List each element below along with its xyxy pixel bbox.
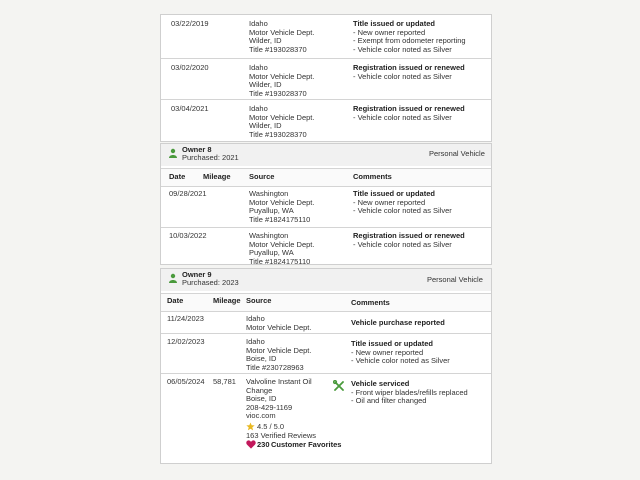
table-row bbox=[161, 58, 491, 99]
wrench-screwdriver-icon bbox=[333, 380, 345, 392]
record-comments: Title issued or updated - New owner reported - Vehicle color noted as Silver bbox=[353, 189, 452, 216]
record-comments: Registration issued or renewed - Vehicle color noted as Silver bbox=[353, 63, 465, 81]
owner-title: Owner 8 bbox=[182, 145, 212, 154]
record-comments: Registration issued or renewed - Vehicle color noted as Silver bbox=[353, 104, 465, 122]
record-date: 03/02/2020 bbox=[171, 63, 209, 72]
record-date: 12/02/2023 bbox=[167, 337, 205, 346]
record-mileage: 58,781 bbox=[213, 377, 236, 386]
record-source: Washington Motor Vehicle Dept. Puyallup, WA Title #1824175110 bbox=[249, 189, 315, 224]
record-comments: Title issued or updated - New owner reported - Vehicle color noted as Silver bbox=[351, 339, 450, 366]
shop-rating: 4.5 / 5.0 bbox=[257, 422, 285, 431]
record-comments: Vehicle serviced - Front wiper blades/refills replaced - Oil and filter changed bbox=[351, 379, 468, 406]
owner-title: Owner 9 bbox=[182, 270, 212, 279]
table-row bbox=[161, 333, 491, 374]
table-header bbox=[161, 168, 491, 187]
col-date: Date bbox=[167, 296, 184, 305]
col-mileage: Mileage bbox=[213, 296, 241, 305]
person-icon bbox=[168, 273, 178, 283]
owner-purchased: Purchased: 2023 bbox=[182, 278, 239, 287]
col-comments: Comments bbox=[351, 298, 390, 307]
record-source: Idaho Motor Vehicle Dept. Wilder, ID Title #193028370 bbox=[249, 104, 315, 139]
owner-purchased: Purchased: 2021 bbox=[182, 153, 239, 162]
col-source: Source bbox=[249, 172, 275, 181]
table-row bbox=[161, 99, 491, 142]
star-icon bbox=[246, 422, 255, 431]
record-comments: Registration issued or renewed - Vehicle color noted as Silver bbox=[353, 231, 465, 249]
owner-8-card bbox=[160, 143, 492, 265]
col-date: Date bbox=[169, 172, 186, 181]
record-date: 09/28/2021 bbox=[169, 189, 207, 198]
record-comments: Title issued or updated - New owner reported - Exempt from odometer reporting - Vehicle color noted as Silver bbox=[353, 19, 466, 54]
record-source: Idaho Motor Vehicle Dept. Boise, ID Title #230728963 bbox=[246, 337, 312, 372]
col-source: Source bbox=[246, 296, 272, 305]
table-row bbox=[161, 186, 491, 226]
table-row bbox=[161, 311, 491, 334]
record-source: Idaho Motor Vehicle Dept. bbox=[246, 314, 312, 332]
record-comment-title: Vehicle purchase reported bbox=[351, 318, 445, 327]
record-date: 06/05/2024 bbox=[167, 377, 205, 386]
owner-header bbox=[161, 144, 491, 166]
favorites-label: Customer Favorites bbox=[271, 440, 342, 449]
record-date: 10/03/2022 bbox=[169, 231, 207, 240]
owner-vehicle-type: Personal Vehicle bbox=[429, 149, 485, 158]
col-comments: Comments bbox=[353, 172, 392, 181]
shop-reviews[interactable]: 163 Verified Reviews bbox=[246, 431, 317, 440]
owner-9-card bbox=[160, 268, 492, 464]
record-date: 03/04/2021 bbox=[171, 104, 209, 113]
table-header bbox=[161, 293, 491, 312]
owner-header bbox=[161, 269, 491, 291]
favorites-count: 230 bbox=[257, 440, 270, 449]
previous-owner-card bbox=[160, 14, 492, 142]
table-row bbox=[161, 15, 491, 57]
owner-vehicle-type: Personal Vehicle bbox=[427, 275, 483, 284]
table-row bbox=[161, 373, 491, 463]
record-date: 03/22/2019 bbox=[171, 19, 209, 28]
table-row bbox=[161, 227, 491, 265]
record-source: Washington Motor Vehicle Dept. Puyallup, WA Title #1824175110 bbox=[249, 231, 315, 266]
record-date: 11/24/2023 bbox=[167, 314, 204, 323]
person-icon bbox=[168, 148, 178, 158]
record-source: Valvoline Instant Oil Change Boise, ID 208-429-1169 vioc.com bbox=[246, 377, 312, 421]
col-mileage: Mileage bbox=[203, 172, 231, 181]
heart-icon bbox=[246, 440, 256, 449]
record-source: Idaho Motor Vehicle Dept. Wilder, ID Title #193028370 bbox=[249, 19, 315, 54]
record-source: Idaho Motor Vehicle Dept. Wilder, ID Title #193028370 bbox=[249, 63, 315, 98]
